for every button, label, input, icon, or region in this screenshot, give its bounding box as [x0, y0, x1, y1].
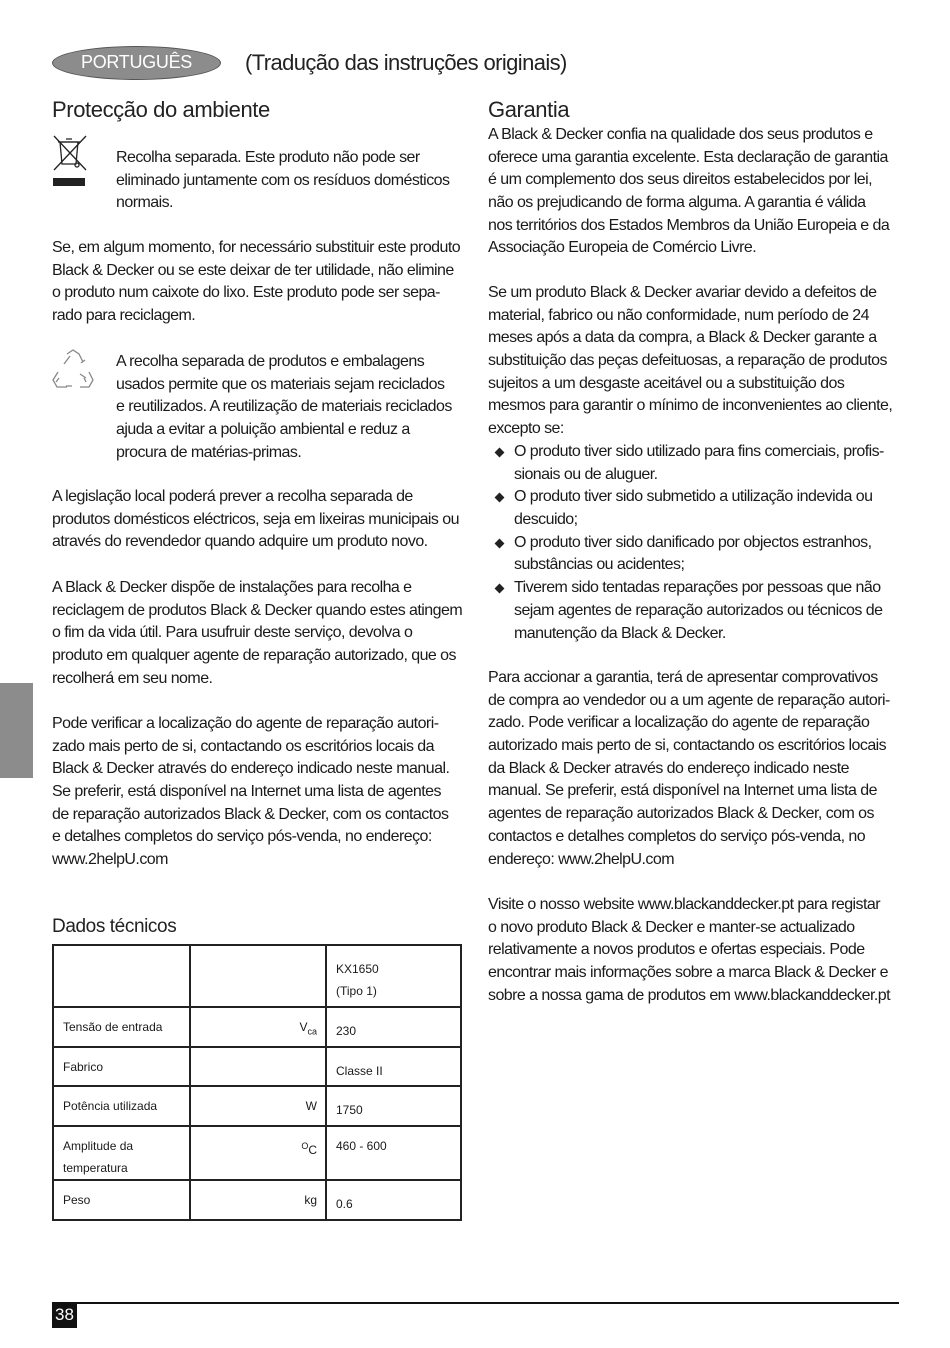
row-unit [190, 1047, 326, 1086]
text-line: e reutilizados. A reutilização de materiais reciclados [116, 398, 452, 416]
text-line: não os prejudicando de forma alguma. A garantia é válida [488, 194, 866, 212]
text-line: A Black & Decker confia na qualidade dos seus produtos e [488, 126, 873, 143]
text-line: procura de matérias-primas. [116, 443, 302, 461]
row-value: Classe II [326, 1047, 461, 1086]
text-line: o novo produto Black & Decker e manter-se actualizado [488, 918, 855, 936]
text-line: A Black & Decker dispõe de instalações para recolha e [52, 579, 412, 596]
text-line: manutenção da Black & Decker. [514, 624, 726, 642]
weee-bin-icon [52, 134, 88, 195]
text-line: encontrar mais informações sobre a marca Black & Decker e [488, 964, 888, 982]
warranty-intro [488, 124, 889, 260]
text-line: O produto tiver sido utilizado para fins comerciais, profis- [514, 443, 884, 460]
text-line: Associação Europeia de Comércio Livre. [488, 239, 757, 257]
text-line: autorizado mais perto de si, contactando os escritórios locais [488, 737, 887, 755]
text-line: produto em qualquer agente de reparação autorizado, que os [52, 647, 456, 665]
text-line: meses após a data da compra, a Black & Decker garante a [488, 329, 877, 347]
text-line: Para accionar a garantia, terá de apresentar comprovativos [488, 669, 878, 686]
text-line: manual. Se preferir, está disponível na Internet uma lista de [488, 782, 877, 800]
row-value: 230 [326, 1007, 461, 1047]
table-row [53, 1086, 461, 1126]
text-line: nos territórios dos Estados Membros da União Europeia e da [488, 216, 890, 234]
repair-agent-paragraph [52, 713, 449, 872]
text-line: A legislação local poderá prever a recolha separada de [52, 488, 413, 505]
text-line: sionais ou de aluguer. [514, 465, 658, 483]
warranty-claim-paragraph [488, 667, 890, 871]
text-line: de compra ao vendedor ou a um agente de reparação autori- [488, 691, 890, 709]
text-line: substâncias ou acidentes; [514, 556, 685, 574]
warranty-terms [488, 282, 892, 441]
text-line: Tiverem sido tentadas reparações por pessoas que não [514, 579, 881, 597]
legislation-paragraph [52, 486, 459, 554]
text-line: de reparação autorizados Black & Decker, com os contactos [52, 805, 449, 823]
table-row [53, 1007, 461, 1047]
text-line: através do revendedor quando adquire um produto novo. [52, 533, 428, 551]
text-line: e detalhes completos do serviço pós-venda, no endereço: [52, 828, 432, 846]
text-line: Recolha separada. Este produto não pode ser [116, 149, 420, 166]
page-number: 38 [52, 1302, 77, 1328]
text-line: zado mais perto de si, contactando os escritórios locais da [52, 737, 434, 755]
collection-service-paragraph [52, 577, 462, 690]
bullet-diamond-icon [495, 584, 505, 594]
text-line: da Black & Decker através do endereço indicado neste [488, 759, 849, 777]
row-label: Tensão de entrada [53, 1007, 190, 1047]
language-badge: PORTUGUÊS [52, 46, 221, 80]
table-row [53, 1047, 461, 1086]
subtitle: (Tradução das instruções originais) [245, 50, 567, 75]
table-header-row [53, 945, 461, 1007]
text-line: relativamente a novos produtos e ofertas especiais. Pode [488, 941, 865, 959]
text-line: oferece uma garantia excelente. Esta declaração de garantia [488, 148, 888, 166]
row-value: 1750 [326, 1086, 461, 1126]
text-line: O produto tiver sido submetido a utilização indevida ou [514, 488, 873, 506]
text-line: contactos e detalhes completos do serviço pós-venda, no [488, 827, 866, 845]
table-row [53, 1180, 461, 1220]
bullet-diamond-icon [495, 538, 505, 548]
text-line: o produto num caixote do lixo. Este produto pode ser sepa- [52, 284, 440, 302]
model-type: (Tipo 1) [336, 984, 377, 998]
tech-data-heading: Dados técnicos [52, 916, 177, 937]
language-side-tab [0, 683, 33, 778]
text-line: A recolha separada de produtos e embalagens [116, 353, 425, 370]
text-line: normais. [116, 194, 173, 212]
row-unit: kg [190, 1180, 326, 1220]
text-line: é um complemento dos seus direitos estabelecidos por lei, [488, 171, 872, 189]
row-value: 460 - 600 [326, 1126, 461, 1180]
row-unit: W [190, 1086, 326, 1126]
text-line: O produto tiver sido danificado por objectos estranhos, [514, 533, 872, 551]
model: KX1650 [336, 962, 379, 976]
text-line: Visite o nosso website www.blackanddecker.pt para registar [488, 896, 881, 913]
text-line: substituição das peças defeituosas, a reparação de produtos [488, 352, 887, 370]
text-line: o fim da vida útil. Para usufruir deste serviço, devolva o [52, 624, 413, 642]
footer-rule [52, 1302, 899, 1304]
table-row [53, 1126, 461, 1180]
row-value: 0.6 [326, 1180, 461, 1220]
text-line: excepto se: [488, 420, 564, 438]
list-item [514, 532, 884, 577]
list-item [514, 577, 884, 645]
row-label: Potência utilizada [53, 1086, 190, 1126]
text-line: sejam agentes de reparação autorizados ou técnicos de [514, 601, 883, 619]
row-label: Fabrico [53, 1047, 190, 1086]
recycle-icon [50, 348, 96, 397]
bullet-diamond-icon [495, 448, 505, 458]
text-line: endereço: www.2helpU.com [488, 850, 675, 868]
row-label: Peso [53, 1180, 190, 1220]
text-line: sujeitos a um desgaste aceitável ou a substituição dos [488, 374, 845, 392]
warranty-heading: Garantia [488, 97, 570, 122]
list-item [514, 486, 884, 531]
text-line: Pode verificar a localização do agente de reparação autori- [52, 715, 439, 732]
text-line: Se um produto Black & Decker avariar devido a defeitos de [488, 284, 877, 301]
text-line: zado. Pode verificar a localização do agente de reparação [488, 714, 870, 732]
row-label: Amplitude da temperatura [53, 1126, 190, 1180]
text-line: Black & Decker ou se este deixar de ter utilidade, não elimine [52, 261, 454, 279]
exclusions-list [514, 441, 884, 645]
text-line: agentes de reparação autorizados Black & Decker, com os [488, 805, 874, 823]
text-line: mesmos para garantir o mínimo de inconvenientes ao cliente, [488, 397, 893, 415]
row-unit: $V_{ca}$ [190, 1007, 326, 1047]
text-line: sobre a nossa gama de produtos em www.blackanddecker.pt [488, 986, 891, 1004]
text-line: ajuda a evitar a poluição ambiental e reduz a [116, 421, 410, 439]
website-paragraph [488, 894, 890, 1007]
replacement-paragraph [52, 237, 460, 328]
text-line: www.2helpU.com [52, 851, 168, 869]
text-line: usados permite que os materiais sejam reciclados [116, 375, 445, 393]
text-line: Se preferir, está disponível na Internet uma lista de agentes [52, 783, 441, 801]
text-line: Black & Decker através do endereço indicado neste manual. [52, 760, 450, 778]
text-line: produtos domésticos eléctricos, seja em lixeiras municipais ou [52, 510, 459, 528]
row-unit: $^O$C [190, 1126, 326, 1180]
text-line: rado para reciclagem. [52, 307, 196, 325]
text-line: descuido; [514, 511, 578, 529]
separate-collection-text [116, 147, 449, 215]
recycling-text [116, 351, 452, 464]
bullet-diamond-icon [495, 493, 505, 503]
text-line: material, fabrico ou não conformidade, num período de 24 [488, 306, 870, 324]
tech-data-table [52, 944, 462, 1221]
text-line: reciclagem de produtos Black & Decker quando estes atingem [52, 601, 463, 619]
text-line: recolherá em seu nome. [52, 669, 213, 687]
text-line: eliminado juntamente com os resíduos domésticos [116, 171, 450, 189]
environment-heading: Protecção do ambiente [52, 97, 270, 122]
text-line: Se, em algum momento, for necessário substituir este produto [52, 239, 461, 256]
list-item [514, 441, 884, 486]
